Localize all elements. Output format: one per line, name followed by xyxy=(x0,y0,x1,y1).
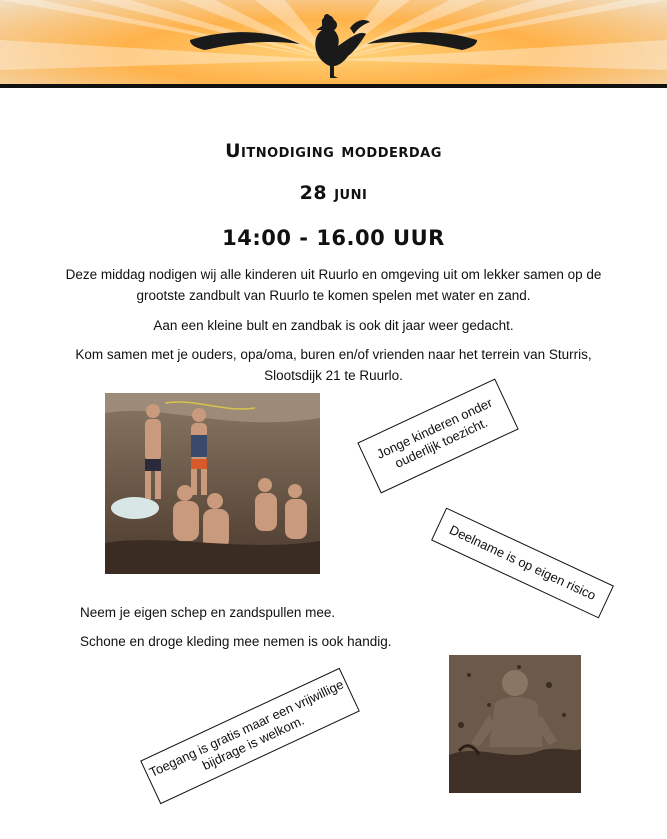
intro-paragraph: Deze middag nodigen wij alle kinderen uit Ruurlo en omgeving uit om lekker samen op de grootste zandbult van Ruurlo te komen spelen met water en zand. xyxy=(65,267,602,303)
small-hill-paragraph: Aan een kleine bult en zandbak is ook dit jaar weer gedacht. xyxy=(153,318,514,333)
mud-child-photo xyxy=(449,655,581,793)
right-wing-swoosh xyxy=(367,32,477,50)
event-time: 14:00 - 16.00 UUR xyxy=(222,226,445,250)
rooster-icon xyxy=(315,14,370,78)
page-title: Uitnodiging modderdag xyxy=(225,140,442,162)
event-date: 28 juni xyxy=(299,182,368,204)
children-playing-photo xyxy=(105,393,320,574)
banner-divider xyxy=(0,84,667,88)
supervision-note: Jonge kinderen onder ouderlijk toezicht. xyxy=(357,379,518,494)
risk-note: Deelname is op eigen risico xyxy=(431,508,614,619)
location-paragraph: Kom samen met je ouders, opa/oma, buren en/of vrienden naar het terrein van Sturris, Slootsdijk 21 te Ruurlo. xyxy=(75,347,592,383)
header-banner xyxy=(0,0,667,88)
bring-clothes-line: Schone en droge kleding mee nemen is ook handig. xyxy=(80,634,392,649)
bring-shovel-line: Neem je eigen schep en zandspullen mee. xyxy=(80,605,336,620)
rooster-logo xyxy=(0,0,667,88)
left-wing-swoosh xyxy=(190,32,300,50)
entry-note: Toegang is gratis maar een vrijwillige bijdrage is welkom. xyxy=(140,668,360,804)
